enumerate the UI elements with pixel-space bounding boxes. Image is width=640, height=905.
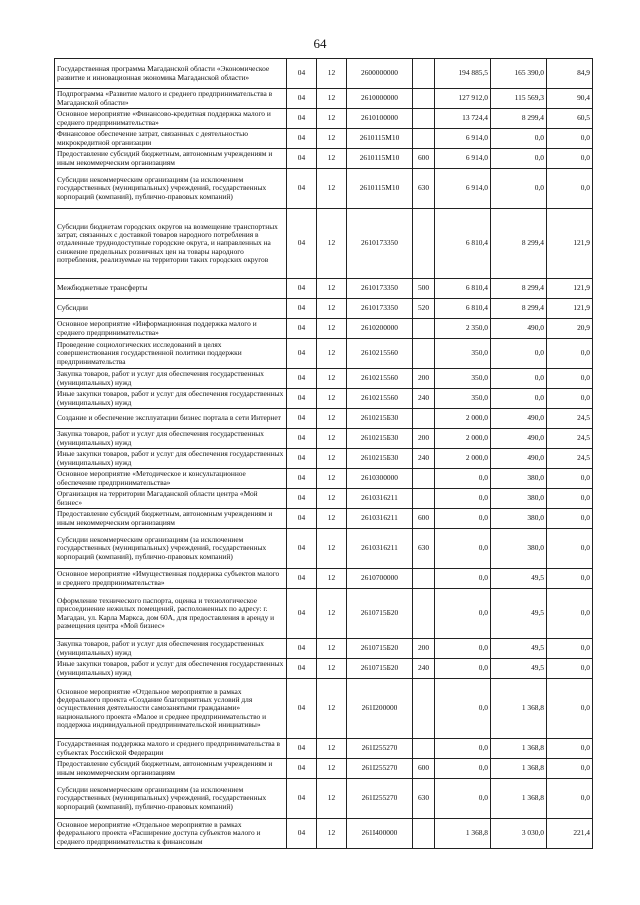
table-row (55, 209, 593, 279)
table-row (55, 509, 593, 529)
row-actual-amount: 1 368,8 (491, 779, 547, 819)
row-name: Финансовое обеспечение затрат, связанных с деятельностью микрокредитной организации (55, 129, 287, 149)
row-subsection: 12 (317, 679, 347, 739)
row-expense-type (413, 109, 435, 129)
row-actual-amount: 0,0 (491, 149, 547, 169)
row-target-article: 2610715Б20 (347, 639, 413, 659)
table-row (55, 59, 593, 89)
row-actual-amount: 3 030,0 (491, 819, 547, 849)
row-name: Закупка товаров, работ и услуг для обеспечения государственных (муниципальных) нужд (55, 369, 287, 389)
row-section: 04 (287, 319, 317, 339)
table-row (55, 369, 593, 389)
row-expense-type: 600 (413, 149, 435, 169)
row-percent: 0,0 (547, 759, 593, 779)
row-name: Предоставление субсидий бюджетным, автономным учреждениям и иным некоммерческим организациям (55, 149, 287, 169)
table-row (55, 779, 593, 819)
row-percent: 24,5 (547, 429, 593, 449)
row-percent: 0,0 (547, 529, 593, 569)
row-actual-amount: 490,0 (491, 409, 547, 429)
row-name: Организация на территории Магаданской области центра «Мой бизнес» (55, 489, 287, 509)
row-section: 04 (287, 529, 317, 569)
row-expense-type (413, 209, 435, 279)
budget-table (54, 58, 593, 849)
table-row (55, 449, 593, 469)
row-name: Основное мероприятие «Отдельное мероприятие в рамках федерального проекта «Создание благоприятных условий для осуществления деятельности самозанятыми гражданами» национального проекта «Малое и среднее предпринимательство и поддержка индивидуальной предпринимательской инициативы» (55, 679, 287, 739)
row-actual-amount: 380,0 (491, 509, 547, 529)
row-section: 04 (287, 449, 317, 469)
row-percent: 0,0 (547, 369, 593, 389)
row-section: 04 (287, 739, 317, 759)
row-plan-amount: 6 810,4 (435, 279, 491, 299)
row-expense-type (413, 409, 435, 429)
row-target-article: 2610316211 (347, 489, 413, 509)
row-plan-amount: 2 000,0 (435, 429, 491, 449)
row-expense-type (413, 319, 435, 339)
row-name: Предоставление субсидий бюджетным, автономным учреждениям и иным некоммерческим организациям (55, 759, 287, 779)
row-subsection: 12 (317, 389, 347, 409)
row-percent: 121,9 (547, 299, 593, 319)
row-plan-amount: 0,0 (435, 659, 491, 679)
row-expense-type: 200 (413, 369, 435, 389)
row-expense-type: 630 (413, 529, 435, 569)
row-plan-amount: 0,0 (435, 759, 491, 779)
row-expense-type: 200 (413, 639, 435, 659)
row-expense-type (413, 129, 435, 149)
row-plan-amount: 1 368,8 (435, 819, 491, 849)
row-expense-type (413, 739, 435, 759)
row-plan-amount: 2 350,0 (435, 319, 491, 339)
row-plan-amount: 0,0 (435, 639, 491, 659)
row-section: 04 (287, 169, 317, 209)
row-target-article: 2610215Б30 (347, 449, 413, 469)
row-name: Проведение социологических исследований в целях совершенствования государственной политики поддержки предпринимательства (55, 339, 287, 369)
row-plan-amount: 0,0 (435, 589, 491, 639)
row-section: 04 (287, 469, 317, 489)
row-plan-amount: 350,0 (435, 389, 491, 409)
row-subsection: 12 (317, 129, 347, 149)
row-name: Основное мероприятие «Информационная поддержка малого и среднего предпринимательства» (55, 319, 287, 339)
row-target-article: 2610100000 (347, 109, 413, 129)
row-plan-amount: 6 914,0 (435, 129, 491, 149)
table-row (55, 409, 593, 429)
row-target-article: 2610700000 (347, 569, 413, 589)
row-plan-amount: 0,0 (435, 779, 491, 819)
row-section: 04 (287, 489, 317, 509)
row-expense-type: 240 (413, 389, 435, 409)
table-row (55, 339, 593, 369)
row-expense-type (413, 59, 435, 89)
table-row (55, 319, 593, 339)
row-section: 04 (287, 679, 317, 739)
row-subsection: 12 (317, 319, 347, 339)
table-row (55, 429, 593, 449)
row-actual-amount: 115 569,3 (491, 89, 547, 109)
row-name: Подпрограмма «Развитие малого и среднего предпринимательства в Магаданской области» (55, 89, 287, 109)
row-section: 04 (287, 369, 317, 389)
row-target-article: 2610200000 (347, 319, 413, 339)
row-percent: 0,0 (547, 659, 593, 679)
row-percent: 0,0 (547, 739, 593, 759)
row-plan-amount: 6 914,0 (435, 149, 491, 169)
row-subsection: 12 (317, 449, 347, 469)
row-actual-amount: 1 368,8 (491, 679, 547, 739)
table-row (55, 589, 593, 639)
row-target-article: 2610215560 (347, 389, 413, 409)
row-plan-amount: 13 724,4 (435, 109, 491, 129)
row-section: 04 (287, 209, 317, 279)
row-target-article: 2610115М10 (347, 169, 413, 209)
row-subsection: 12 (317, 569, 347, 589)
row-subsection: 12 (317, 639, 347, 659)
row-actual-amount: 380,0 (491, 489, 547, 509)
table-row (55, 489, 593, 509)
row-subsection: 12 (317, 469, 347, 489)
row-section: 04 (287, 149, 317, 169)
row-actual-amount: 8 299,4 (491, 109, 547, 129)
row-subsection: 12 (317, 109, 347, 129)
row-actual-amount: 0,0 (491, 389, 547, 409)
row-expense-type: 500 (413, 279, 435, 299)
row-expense-type (413, 339, 435, 369)
row-target-article: 2610215560 (347, 369, 413, 389)
table-row (55, 109, 593, 129)
row-percent: 0,0 (547, 679, 593, 739)
budget-table-body (55, 59, 593, 849)
row-target-article: 2610715Б20 (347, 659, 413, 679)
row-subsection: 12 (317, 759, 347, 779)
table-row (55, 299, 593, 319)
row-percent: 0,0 (547, 469, 593, 489)
row-actual-amount: 380,0 (491, 469, 547, 489)
table-row (55, 569, 593, 589)
row-name: Государственная поддержка малого и среднего предпринимательства в субъектах Российской Федерации (55, 739, 287, 759)
row-subsection: 12 (317, 169, 347, 209)
row-subsection: 12 (317, 819, 347, 849)
row-target-article: 2610215Б30 (347, 429, 413, 449)
row-subsection: 12 (317, 489, 347, 509)
row-target-article: 2600000000 (347, 59, 413, 89)
row-plan-amount: 127 912,0 (435, 89, 491, 109)
row-subsection: 12 (317, 299, 347, 319)
row-target-article: 2610316211 (347, 529, 413, 569)
row-percent: 0,0 (547, 589, 593, 639)
row-target-article: 2610215560 (347, 339, 413, 369)
row-plan-amount: 0,0 (435, 509, 491, 529)
row-subsection: 12 (317, 209, 347, 279)
row-subsection: 12 (317, 429, 347, 449)
row-expense-type (413, 489, 435, 509)
row-percent: 121,9 (547, 279, 593, 299)
row-percent: 0,0 (547, 169, 593, 209)
row-section: 04 (287, 429, 317, 449)
row-plan-amount: 2 000,0 (435, 449, 491, 469)
row-name: Иные закупки товаров, работ и услуг для обеспечения государственных (муниципальных) нужд (55, 449, 287, 469)
row-actual-amount: 49,5 (491, 589, 547, 639)
row-section: 04 (287, 129, 317, 149)
row-subsection: 12 (317, 89, 347, 109)
row-plan-amount: 6 810,4 (435, 299, 491, 319)
row-plan-amount: 0,0 (435, 679, 491, 739)
row-section: 04 (287, 509, 317, 529)
row-percent: 0,0 (547, 149, 593, 169)
row-actual-amount: 380,0 (491, 529, 547, 569)
row-target-article: 2610173350 (347, 279, 413, 299)
row-plan-amount: 0,0 (435, 739, 491, 759)
row-percent: 24,5 (547, 449, 593, 469)
row-subsection: 12 (317, 369, 347, 389)
row-target-article: 2610316211 (347, 509, 413, 529)
row-actual-amount: 165 390,0 (491, 59, 547, 89)
row-name: Оформление технического паспорта, оценка и технологическое присоединение нежилых помещений, расположенных по адресу: г. Магадан, ул. Карла Маркса, дом 60А, для предоставления в аренду и размещения центра «Мой бизнес» (55, 589, 287, 639)
row-name: Субсидии некоммерческим организациям (за исключением государственных (муниципальных) учреждений, государственных корпораций (компаний), публично-правовых компаний) (55, 529, 287, 569)
row-percent: 0,0 (547, 639, 593, 659)
row-target-article: 261I200000 (347, 679, 413, 739)
row-plan-amount: 194 885,5 (435, 59, 491, 89)
row-section: 04 (287, 59, 317, 89)
row-plan-amount: 0,0 (435, 569, 491, 589)
row-subsection: 12 (317, 739, 347, 759)
row-percent: 0,0 (547, 389, 593, 409)
table-row (55, 739, 593, 759)
row-subsection: 12 (317, 529, 347, 569)
row-name: Предоставление субсидий бюджетным, автономным учреждениям и иным некоммерческим организациям (55, 509, 287, 529)
row-expense-type (413, 469, 435, 489)
row-section: 04 (287, 779, 317, 819)
row-actual-amount: 0,0 (491, 369, 547, 389)
row-subsection: 12 (317, 339, 347, 369)
row-section: 04 (287, 109, 317, 129)
row-actual-amount: 49,5 (491, 639, 547, 659)
row-target-article: 261I255270 (347, 739, 413, 759)
row-section: 04 (287, 569, 317, 589)
row-target-article: 2610173350 (347, 299, 413, 319)
row-name: Закупка товаров, работ и услуг для обеспечения государственных (муниципальных) нужд (55, 639, 287, 659)
row-name: Основное мероприятие «Имущественная поддержка субъектов малого и среднего предпринимательства» (55, 569, 287, 589)
row-section: 04 (287, 639, 317, 659)
row-name: Закупка товаров, работ и услуг для обеспечения государственных (муниципальных) нужд (55, 429, 287, 449)
row-section: 04 (287, 299, 317, 319)
table-row (55, 469, 593, 489)
row-section: 04 (287, 759, 317, 779)
row-expense-type: 240 (413, 449, 435, 469)
row-name: Субсидии бюджетам городских округов на возмещение транспортных затрат, связанных с доставкой товаров народного потребления в отдаленные труднодоступные городские округа, и направленных на снижение предельных розничных цен на товары народного потребления, реализуемые на территории таких городских округов (55, 209, 287, 279)
row-plan-amount: 0,0 (435, 529, 491, 569)
row-section: 04 (287, 339, 317, 369)
row-subsection: 12 (317, 509, 347, 529)
row-expense-type (413, 589, 435, 639)
row-actual-amount: 490,0 (491, 319, 547, 339)
row-plan-amount: 350,0 (435, 339, 491, 369)
table-row (55, 529, 593, 569)
row-expense-type (413, 569, 435, 589)
row-section: 04 (287, 589, 317, 639)
row-expense-type: 600 (413, 509, 435, 529)
row-subsection: 12 (317, 149, 347, 169)
page-number: 64 (313, 36, 327, 51)
table-row (55, 659, 593, 679)
row-percent: 24,5 (547, 409, 593, 429)
row-name: Субсидии некоммерческим организациям (за исключением государственных (муниципальных) учреждений, государственных корпораций (компаний), публично-правовых компаний) (55, 169, 287, 209)
row-actual-amount: 490,0 (491, 429, 547, 449)
row-percent: 84,9 (547, 59, 593, 89)
row-subsection: 12 (317, 409, 347, 429)
row-actual-amount: 8 299,4 (491, 279, 547, 299)
row-expense-type: 520 (413, 299, 435, 319)
row-name: Иные закупки товаров, работ и услуг для обеспечения государственных (муниципальных) нужд (55, 659, 287, 679)
row-section: 04 (287, 89, 317, 109)
row-name: Основное мероприятие «Методическое и консультационное обеспечение предпринимательства» (55, 469, 287, 489)
row-plan-amount: 0,0 (435, 469, 491, 489)
row-target-article: 261I255270 (347, 759, 413, 779)
table-row (55, 149, 593, 169)
row-subsection: 12 (317, 779, 347, 819)
row-expense-type (413, 679, 435, 739)
row-name: Основное мероприятие «Отдельное мероприятие в рамках федерального проекта «Расширение доступа субъектов малого и среднего предпринимательства к финансовым (55, 819, 287, 849)
row-actual-amount: 0,0 (491, 339, 547, 369)
row-section: 04 (287, 819, 317, 849)
row-target-article: 2610115М10 (347, 149, 413, 169)
table-row (55, 129, 593, 149)
row-percent: 221,4 (547, 819, 593, 849)
row-name: Государственная программа Магаданской области «Экономическое развитие и инновационная экономика Магаданской области» (55, 59, 287, 89)
table-row (55, 389, 593, 409)
row-actual-amount: 0,0 (491, 129, 547, 149)
table-row (55, 679, 593, 739)
row-section: 04 (287, 279, 317, 299)
row-percent: 0,0 (547, 569, 593, 589)
row-target-article: 2610215Б30 (347, 409, 413, 429)
row-name: Создание и обеспечение эксплуатации бизнес портала в сети Интернет (55, 409, 287, 429)
row-plan-amount: 0,0 (435, 489, 491, 509)
row-actual-amount: 49,5 (491, 569, 547, 589)
row-section: 04 (287, 389, 317, 409)
row-plan-amount: 2 000,0 (435, 409, 491, 429)
table-row (55, 279, 593, 299)
row-target-article: 2610000000 (347, 89, 413, 109)
row-plan-amount: 6 810,4 (435, 209, 491, 279)
row-target-article: 2610715Б20 (347, 589, 413, 639)
table-row (55, 89, 593, 109)
row-expense-type: 240 (413, 659, 435, 679)
row-name: Основное мероприятие «Финансово-кредитная поддержка малого и среднего предпринимательства» (55, 109, 287, 129)
row-plan-amount: 6 914,0 (435, 169, 491, 209)
row-expense-type: 630 (413, 779, 435, 819)
row-target-article: 2610300000 (347, 469, 413, 489)
row-actual-amount: 0,0 (491, 169, 547, 209)
row-actual-amount: 8 299,4 (491, 209, 547, 279)
row-name: Субсидии некоммерческим организациям (за исключением государственных (муниципальных) учреждений, государственных корпораций (компаний), публично-правовых компаний) (55, 779, 287, 819)
row-expense-type (413, 819, 435, 849)
row-percent: 20,9 (547, 319, 593, 339)
row-expense-type: 200 (413, 429, 435, 449)
table-row (55, 169, 593, 209)
row-subsection: 12 (317, 589, 347, 639)
row-target-article: 261I255270 (347, 779, 413, 819)
row-percent: 90,4 (547, 89, 593, 109)
row-subsection: 12 (317, 279, 347, 299)
table-row (55, 639, 593, 659)
row-expense-type: 630 (413, 169, 435, 209)
row-actual-amount: 49,5 (491, 659, 547, 679)
row-name: Иные закупки товаров, работ и услуг для обеспечения государственных (муниципальных) нужд (55, 389, 287, 409)
row-target-article: 2610173350 (347, 209, 413, 279)
row-section: 04 (287, 409, 317, 429)
row-name: Субсидии (55, 299, 287, 319)
row-actual-amount: 1 368,8 (491, 739, 547, 759)
row-expense-type: 600 (413, 759, 435, 779)
row-percent: 0,0 (547, 129, 593, 149)
row-plan-amount: 350,0 (435, 369, 491, 389)
row-expense-type (413, 89, 435, 109)
row-actual-amount: 1 368,8 (491, 759, 547, 779)
row-actual-amount: 490,0 (491, 449, 547, 469)
row-target-article: 2610115М10 (347, 129, 413, 149)
row-section: 04 (287, 659, 317, 679)
row-percent: 0,0 (547, 339, 593, 369)
row-target-article: 261I400000 (347, 819, 413, 849)
row-percent: 60,5 (547, 109, 593, 129)
table-row (55, 759, 593, 779)
row-actual-amount: 8 299,4 (491, 299, 547, 319)
row-percent: 0,0 (547, 489, 593, 509)
table-row (55, 819, 593, 849)
row-subsection: 12 (317, 659, 347, 679)
row-percent: 0,0 (547, 509, 593, 529)
row-percent: 0,0 (547, 779, 593, 819)
row-percent: 121,9 (547, 209, 593, 279)
row-name: Межбюджетные трансферты (55, 279, 287, 299)
row-subsection: 12 (317, 59, 347, 89)
